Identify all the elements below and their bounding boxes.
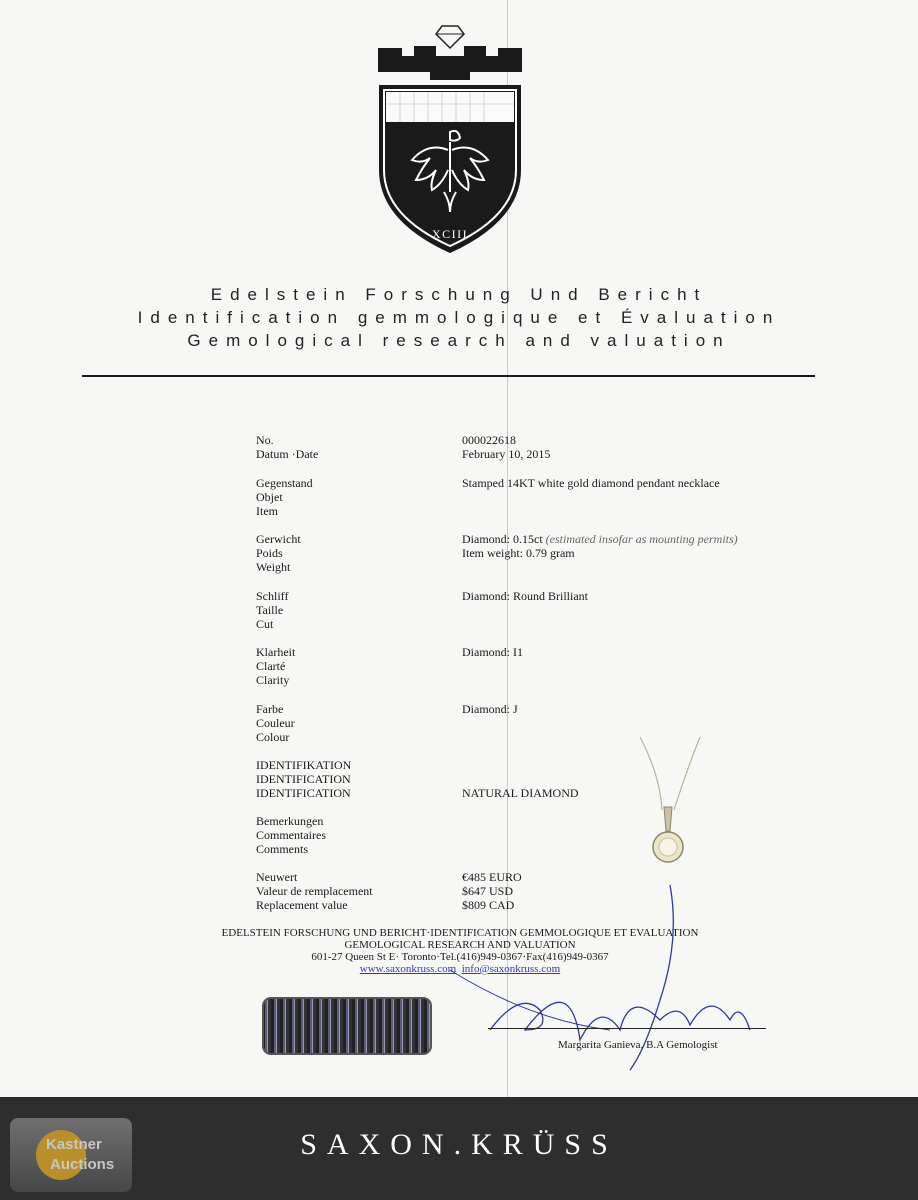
- crest-numeral: XCIII: [431, 227, 469, 241]
- field-label: Bemerkungen: [256, 814, 324, 828]
- field-label: No.: [256, 433, 274, 447]
- value-euro: €485 EURO: [462, 870, 522, 884]
- item-value: Stamped 14KT white gold diamond pendant necklace: [462, 476, 720, 490]
- footer-line-3: 601-27 Queen St E· Toronto·Tel.(416)949-0367·Fax(416)949-0367: [311, 951, 609, 963]
- weight-note: (estimated insofar as mounting permits): [545, 532, 738, 546]
- signature-line: [488, 1028, 766, 1029]
- heading-german: Edelstein Forschung Und Bericht: [210, 285, 708, 304]
- field-label: Commentaires: [256, 828, 326, 842]
- email-link[interactable]: info@saxonkruss.com: [461, 963, 561, 975]
- certificate-number: 000022618: [462, 433, 516, 447]
- value-usd: $647 USD: [462, 884, 514, 898]
- clarity-value: Diamond: I1: [462, 645, 523, 659]
- field-label: Couleur: [256, 716, 295, 730]
- brand-name: SAXON.KRÜSS: [300, 1128, 618, 1161]
- field-label: Weight: [256, 560, 291, 574]
- field-label: IDENTIFICATION: [256, 772, 351, 786]
- field-label: Cut: [256, 617, 274, 631]
- pendant-photo: [630, 735, 710, 870]
- field-label: IDENTIFICATION: [256, 786, 351, 800]
- weight-value: [462, 532, 738, 546]
- heading-french: Identification gemmologique et Évaluation: [137, 308, 781, 327]
- field-label: Clarté: [256, 659, 286, 673]
- certificate-date: February 10, 2015: [462, 447, 551, 461]
- footer-line-2: GEMOLOGICAL RESEARCH AND VALUATION: [344, 939, 576, 951]
- item-weight: Item weight: 0.79 gram: [462, 546, 575, 560]
- field-label: Poids: [256, 546, 283, 560]
- crown-icon: [378, 46, 522, 80]
- heading-english: Gemological research and valuation: [187, 331, 731, 350]
- field-label: Gegenstand: [256, 476, 313, 490]
- field-label: Item: [256, 504, 278, 518]
- field-label: Gerwicht: [256, 532, 301, 546]
- field-label: Objet: [256, 490, 283, 504]
- website-link[interactable]: www.saxonkruss.com: [359, 963, 457, 975]
- footer-line-1: EDELSTEIN FORSCHUNG UND BERICHT·IDENTIFICATION GEMMOLOGIQUE ET EVALUATION: [221, 927, 699, 939]
- diamond-icon: [436, 26, 464, 48]
- identification-value: NATURAL DIAMOND: [462, 786, 579, 800]
- field-label: Schliff: [256, 589, 289, 603]
- auction-watermark: [10, 1118, 132, 1192]
- gemologist-name: Margarita Ganieva, B.A Gemologist: [558, 1039, 718, 1051]
- field-label: Clarity: [256, 673, 290, 687]
- field-label: Comments: [256, 842, 309, 856]
- field-label: Klarheit: [256, 645, 296, 659]
- field-label: Neuwert: [256, 870, 298, 884]
- field-label: Farbe: [256, 702, 284, 716]
- header-rule: [82, 375, 815, 377]
- watermark-line-1: Kastner: [46, 1136, 102, 1153]
- field-label: Replacement value: [256, 898, 348, 912]
- colour-value: Diamond: J: [462, 702, 518, 716]
- value-cad: $809 CAD: [462, 898, 515, 912]
- field-label: Colour: [256, 730, 290, 744]
- crest-emblem: [370, 20, 530, 270]
- hologram-seal: [262, 997, 432, 1055]
- field-label: Datum ·Date: [256, 447, 319, 461]
- field-label: Taille: [256, 603, 284, 617]
- watermark-line-2: Auctions: [50, 1156, 115, 1173]
- field-label: IDENTIFIKATION: [256, 758, 352, 772]
- cut-value: Diamond: Round Brilliant: [462, 589, 588, 603]
- diamond-weight: Diamond: 0.15ct: [462, 532, 543, 546]
- field-label: Valeur de remplacement: [256, 884, 373, 898]
